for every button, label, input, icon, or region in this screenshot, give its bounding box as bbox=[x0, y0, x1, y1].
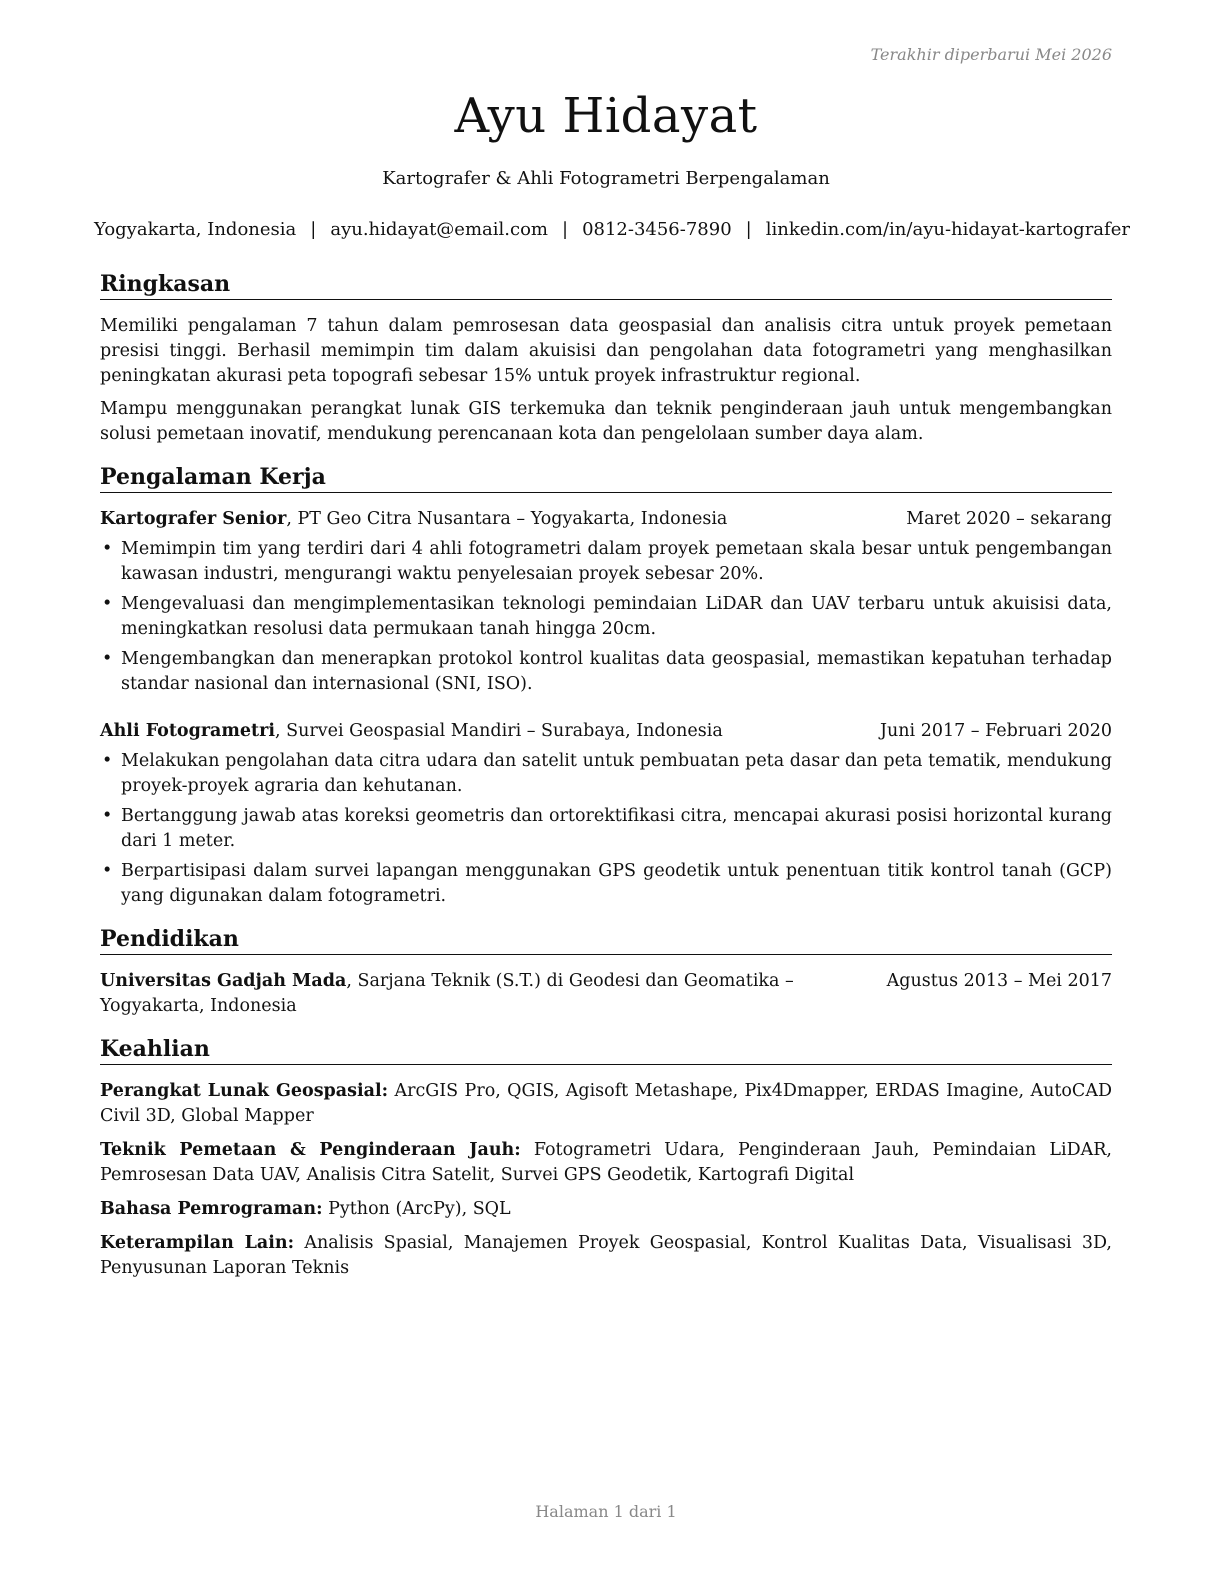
job-role: Ahli Fotogrametri bbox=[100, 721, 275, 741]
bullet-icon: • bbox=[102, 806, 113, 826]
job-organization: , PT Geo Citra Nusantara – Yogyakarta, Indonesia bbox=[286, 509, 728, 529]
job-dates: Maret 2020 – sekarang bbox=[906, 509, 1112, 529]
bullet-icon: • bbox=[102, 539, 113, 559]
education-title: Pendidikan bbox=[100, 925, 1112, 955]
job-bullets bbox=[100, 749, 1112, 909]
education-entry bbox=[100, 969, 1112, 1019]
contact-location: Yogyakarta, Indonesia bbox=[94, 219, 297, 240]
experience-section bbox=[100, 463, 1112, 909]
resume-content bbox=[100, 270, 1112, 1297]
job-bullets bbox=[100, 537, 1112, 697]
job-bullet: • Berpartisipasi dalam survei lapangan menggunakan GPS geodetik untuk penentuan titik kontrol tanah (GCP) yang digunakan dalam fotogrametri. bbox=[102, 861, 1112, 906]
job-bullet: • Mengevaluasi dan mengimplementasikan teknologi pemindaian LiDAR dan UAV terbaru untuk akuisisi data, meningkatkan resolusi data permukaan tanah hingga 20cm. bbox=[102, 594, 1112, 639]
page-number-footer: Halaman 1 dari 1 bbox=[535, 1502, 677, 1521]
skill-group-label: Bahasa Pemrograman: bbox=[100, 1199, 323, 1219]
candidate-headline: Kartografer & Ahli Fotogrametri Berpengalaman bbox=[382, 168, 830, 189]
contact-separator: | bbox=[745, 219, 752, 240]
skill-group-text: Python (ArcPy), SQL bbox=[322, 1199, 511, 1219]
job-bullet: • Mengembangkan dan menerapkan protokol kontrol kualitas data geospasial, memastikan kepatuhan terhadap standar nasional dan internasional (SNI, ISO). bbox=[102, 649, 1112, 694]
skill-group bbox=[100, 1197, 1112, 1222]
job-entry bbox=[100, 507, 1112, 697]
skill-group-text: ArcGIS Pro, QGIS, Agisoft Metashape, Pix4Dmapper, ERDAS Imagine, AutoCAD Civil 3D, Global Mapper bbox=[100, 1081, 1112, 1126]
contact-linkedin[interactable]: linkedin.com/in/ayu-hidayat-kartografer bbox=[765, 219, 1130, 240]
job-entry bbox=[100, 719, 1112, 909]
job-bullet: • Memimpin tim yang terdiri dari 4 ahli fotogrametri dalam proyek pemetaan skala besar untuk pengembangan kawasan industri, mengurangi waktu penyelesaian proyek sebesar 20%. bbox=[102, 539, 1112, 584]
job-bullet: • Melakukan pengolahan data citra udara dan satelit untuk pembuatan peta dasar dan peta tematik, mendukung proyek-proyek agraria dan kehutanan. bbox=[102, 751, 1112, 796]
job-role: Kartografer Senior bbox=[100, 509, 287, 529]
skill-group bbox=[100, 1079, 1112, 1129]
skill-group-label: Teknik Pemetaan & Penginderaan Jauh: bbox=[100, 1140, 521, 1160]
bullet-icon: • bbox=[102, 649, 113, 669]
bullet-icon: • bbox=[102, 594, 113, 614]
last-updated-note: Terakhir diperbarui Mei 2026 bbox=[870, 45, 1112, 64]
summary-paragraph: Memiliki pengalaman 7 tahun dalam pemrosesan data geospasial dan analisis citra untuk proyek pemetaan presisi tinggi. Berhasil memimpin tim dalam akuisisi dan pengolahan data fotogrametri yang menghasilkan peningkatan akurasi peta topografi sebesar 15% untuk proyek infrastruktur regional. bbox=[100, 316, 1112, 386]
education-school: Universitas Gadjah Mada bbox=[100, 971, 347, 991]
contact-separator: | bbox=[561, 219, 569, 240]
experience-title: Pengalaman Kerja bbox=[100, 463, 1112, 493]
summary-section bbox=[100, 270, 1112, 447]
job-dates: Juni 2017 – Februari 2020 bbox=[879, 721, 1112, 741]
summary-title: Ringkasan bbox=[100, 270, 1112, 300]
job-header bbox=[100, 507, 1112, 532]
skills-title: Keahlian bbox=[100, 1035, 1112, 1065]
job-bullet: • Bertanggung jawab atas koreksi geometris dan ortorektifikasi citra, mencapai akurasi posisi horizontal kurang dari 1 meter. bbox=[102, 806, 1112, 851]
skill-group-text: Analisis Spasial, Manajemen Proyek Geospasial, Kontrol Kualitas Data, Visualisasi 3D, Penyusunan Laporan Teknis bbox=[100, 1233, 1112, 1278]
education-detail: , Sarjana Teknik (S.T.) di Geodesi dan Geomatika – Yogyakarta, Indonesia bbox=[100, 971, 794, 1016]
skill-group bbox=[100, 1138, 1112, 1188]
skill-group-text: Fotogrametri Udara, Penginderaan Jauh, Pemindaian LiDAR, Pemrosesan Data UAV, Analisis Citra Satelit, Survei GPS Geodetik, Kartografi Digital bbox=[100, 1140, 1112, 1185]
summary-paragraph: Mampu menggunakan perangkat lunak GIS terkemuka dan teknik penginderaan jauh untuk mengembangkan solusi pemetaan inovatif, mendukung perencanaan kota dan pengelolaan sumber daya alam. bbox=[100, 399, 1112, 444]
contact-line bbox=[94, 219, 1130, 240]
skill-group-label: Perangkat Lunak Geospasial: bbox=[100, 1081, 389, 1101]
skill-group-label: Keterampilan Lain: bbox=[100, 1233, 295, 1253]
contact-phone: 0812-3456-7890 bbox=[582, 219, 732, 240]
bullet-icon: • bbox=[102, 751, 113, 771]
job-header bbox=[100, 719, 1112, 744]
resume-page bbox=[94, 0, 1130, 1584]
contact-separator: | bbox=[310, 219, 317, 240]
bullet-icon: • bbox=[102, 861, 113, 881]
candidate-name: Ayu Hidayat bbox=[454, 88, 758, 144]
contact-email[interactable]: ayu.hidayat@email.com bbox=[330, 219, 548, 240]
skills-section bbox=[100, 1035, 1112, 1281]
education-section bbox=[100, 925, 1112, 1019]
skill-group bbox=[100, 1231, 1112, 1281]
education-dates: Agustus 2013 – Mei 2017 bbox=[886, 971, 1112, 991]
job-organization: , Survei Geospasial Mandiri – Surabaya, Indonesia bbox=[274, 721, 723, 741]
